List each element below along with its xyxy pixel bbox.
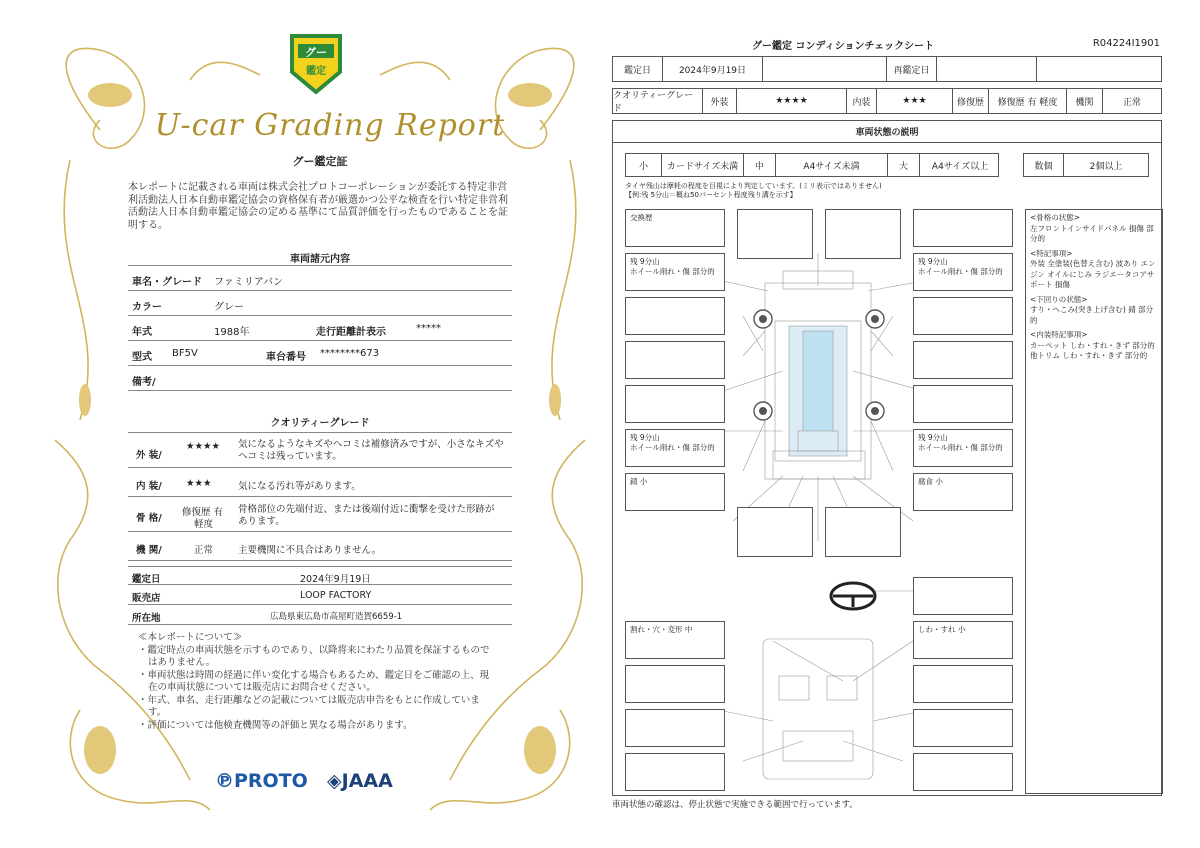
- panel-blank: [913, 753, 1013, 791]
- tire-remaining: 残 9分山: [918, 433, 948, 442]
- footer-label: 鑑定日: [132, 574, 161, 585]
- about-report: [138, 632, 498, 732]
- panel-blank: [625, 385, 725, 423]
- panel-tire-front-left: [625, 253, 725, 291]
- quality-stars: ★★★★: [186, 441, 221, 452]
- vehicle-state-section: [612, 120, 1162, 796]
- svg-text:グー: グー: [305, 46, 327, 59]
- spec-row-color: [128, 291, 512, 316]
- int-label: 内装: [847, 89, 877, 113]
- size-large-desc: A4サイズ以上: [931, 161, 989, 172]
- quality-title: クオリティーグレード: [270, 418, 370, 429]
- spec-label: 年式: [132, 327, 152, 338]
- panel-blank: [625, 753, 725, 791]
- spec-value: ********673: [320, 348, 380, 359]
- condition-notes: [1025, 209, 1163, 794]
- desc-title: 車両状態の説明: [613, 121, 1161, 143]
- date-value: 2024年9月19日: [663, 57, 763, 81]
- int-value: ★★★: [877, 89, 953, 113]
- note-underbody: [1030, 295, 1158, 327]
- proto-logo: ℗PROTO: [215, 770, 308, 792]
- note-body: すり・へこみ(突き上げ含む) 錆 部分的: [1030, 305, 1154, 325]
- count-desc: 2個以上: [1089, 161, 1123, 172]
- about-item: ・年式、車名、走行距離などの記載については販売店申告をもとに作成しています。: [138, 694, 480, 718]
- panel-blank: [825, 209, 901, 259]
- tire-remaining: 残 9分山: [630, 433, 660, 442]
- engine-value: 正常: [1122, 97, 1141, 108]
- condition-check-sheet: [612, 30, 1164, 815]
- wheel-damage: ホイール削れ・傷 部分的: [630, 267, 715, 276]
- spec-value: 1988年: [214, 327, 250, 338]
- tire-remaining: 残 9分山: [918, 257, 948, 266]
- proto-logo-text: PROTO: [234, 770, 308, 792]
- footer-label: 所在地: [132, 613, 161, 624]
- quality-comment: 主要機関に不具合はありません。: [238, 545, 382, 556]
- size-large: 大: [888, 154, 920, 176]
- panel-blank: [913, 665, 1013, 703]
- quality-value: 正常: [194, 545, 214, 556]
- jaaa-logo-text: JAAA: [341, 770, 393, 792]
- tire-example: 【例:残 5分山＝概ね50パーセント程度残り溝を示す】: [625, 191, 797, 199]
- about-item: ・鑑定時点の車両状態を示すものであり、以降将来にわたり品質を保証するものではありません。: [138, 644, 490, 668]
- panel-exchange: 交換歴: [625, 209, 725, 247]
- date-blank: [763, 57, 887, 81]
- spec-value: ファミリアバン: [214, 277, 283, 288]
- spec-label: カラー: [132, 302, 162, 313]
- sheet-code: R04224I1901: [1092, 38, 1160, 49]
- about-item: ・車両状態は時間の経過に伴い変化する場合もあるため、鑑定日をご確認の上、現在の車両状態については販売店にお問合せください。: [138, 669, 490, 693]
- quality-label: 骨 格/: [136, 513, 162, 524]
- repair-value: 修復歴 有 軽度: [989, 89, 1067, 113]
- wheel-damage: ホイール削れ・傷 部分的: [918, 267, 1003, 276]
- spec-table: [128, 265, 512, 391]
- size-small-desc: カードサイズ未満: [662, 154, 744, 176]
- footer-row-address: [128, 606, 512, 625]
- panel-blank: [737, 507, 813, 557]
- note-head: <特記事項>: [1030, 248, 1073, 258]
- panel-blank: [625, 297, 725, 335]
- panel-blank: [825, 507, 901, 557]
- panel-tire-rear-right: [913, 429, 1013, 467]
- panel-crack: 割れ・穴・変形 中: [625, 621, 725, 659]
- reappraisal-value: [937, 57, 1037, 81]
- note-body: 左フロントインサイドパネル 損傷 部分的: [1030, 223, 1154, 243]
- footer-value: 2024年9月19日: [300, 574, 371, 585]
- quality-value: 軽度: [194, 519, 214, 530]
- about-item: ・評価については他検査機関等の評価と異なる場合があります。: [138, 719, 413, 731]
- size-mid-desc: A4サイズ未満: [776, 154, 888, 176]
- ext-label: 外装: [703, 89, 737, 113]
- size-mid: 中: [744, 154, 776, 176]
- date-row: [612, 56, 1162, 82]
- count-label: 数個: [1024, 154, 1064, 176]
- repair-label: 修復歴: [953, 89, 989, 113]
- quality-stars: ★★★: [186, 478, 212, 489]
- engine-label: 機関: [1067, 89, 1103, 113]
- spec-label: 型式: [132, 352, 152, 363]
- panel-rust: 錆 小: [625, 473, 725, 511]
- quality-label: 内 装/: [136, 481, 162, 492]
- panel-tire-rear-left: [625, 429, 725, 467]
- quality-row-interior: [128, 469, 512, 497]
- tire-remaining: 残 9分山: [630, 257, 660, 266]
- spec-title: 車両諸元内容: [290, 254, 350, 265]
- report-title: U-car Grading Report: [154, 108, 506, 143]
- footer-label: 販売店: [132, 593, 161, 604]
- panel-blank: [913, 209, 1013, 247]
- spec-row-year: [128, 316, 512, 341]
- quality-row-exterior: [128, 432, 512, 468]
- sheet-footer: 車両状態の確認は、停止状態で実施できる範囲で行っています。: [612, 800, 858, 810]
- panel-blank: [625, 709, 725, 747]
- panel-blank: [913, 709, 1013, 747]
- reappraisal-label: 再鑑定日: [887, 57, 937, 81]
- wheel-damage: ホイール削れ・傷 部分的: [918, 443, 1003, 452]
- panel-blank: [913, 341, 1013, 379]
- panel-blank: [625, 665, 725, 703]
- grade-label: クオリティーグレード: [613, 89, 703, 113]
- quality-value: 修復歴 有: [182, 507, 224, 518]
- quality-comment: 骨格部位の先端付近、または後端付近に衝撃を受けた形跡があります。: [238, 504, 495, 527]
- goo-badge-icon: [288, 32, 344, 94]
- quality-label: 外 装/: [136, 450, 162, 461]
- panel-blank: [625, 341, 725, 379]
- svg-text:鑑定: 鑑定: [306, 66, 326, 77]
- note-head: <骨格の状態>: [1030, 213, 1081, 222]
- note-head: <内装特記事項>: [1030, 330, 1088, 339]
- wheel-damage: ホイール削れ・傷 部分的: [630, 443, 715, 452]
- cert-title: グー鑑定証: [292, 155, 348, 168]
- jaaa-logo: ◈JAAA: [327, 770, 393, 792]
- spec-label: 車名・グレード: [132, 277, 202, 288]
- spec-value: BF5V: [172, 348, 198, 359]
- size-small: 小: [626, 154, 662, 176]
- ext-value: ★★★★: [737, 89, 847, 113]
- footer-row-shop: [128, 586, 512, 605]
- date-label: 鑑定日: [613, 57, 663, 81]
- quality-row-engine: [128, 533, 512, 561]
- panel-blank: [913, 297, 1013, 335]
- panel-corrosion: 腐食 小: [913, 473, 1013, 511]
- footer-value: 広島県東広島市高屋町造賀6659-1: [270, 612, 403, 622]
- panel-blank: [737, 209, 813, 259]
- about-title: ≪本レポートについて≫: [138, 632, 243, 643]
- steering-wheel-icon: [831, 583, 875, 609]
- panel-blank: [913, 577, 1013, 615]
- spec-value: *****: [416, 323, 441, 334]
- spec-row-model: [128, 341, 512, 366]
- note-head: <下回りの状態>: [1030, 294, 1088, 304]
- sheet-title: グー鑑定 コンディションチェックシート: [752, 41, 935, 52]
- panel-wrinkle: しわ・すれ 小: [913, 621, 1013, 659]
- note-special: [1030, 249, 1158, 291]
- quality-comment: 気になる汚れ等があります。: [238, 481, 361, 492]
- spec-row-remarks: [128, 366, 512, 391]
- tire-note: タイヤ残山は摩耗の程度を目視により判定しています。(ミリ表示ではありません): [625, 182, 882, 190]
- note-interior: [1030, 330, 1158, 362]
- footer-row-date: [128, 566, 512, 585]
- grading-certificate: [40, 20, 600, 840]
- spec-label: 車台番号: [266, 352, 306, 363]
- note-body: カーペット しわ・すれ・きず 部分的 他トリム しわ・すれ・きず 部分的: [1030, 340, 1155, 360]
- spec-value: グレー: [214, 302, 244, 313]
- panel-blank: [913, 385, 1013, 423]
- footer-logos: [215, 768, 435, 798]
- spec-label: 走行距離計表示: [316, 327, 386, 338]
- quality-comment: 気になるようなキズやヘコミは補修済みですが、小さなキズやヘコミは残っています。: [238, 439, 504, 462]
- grade-row: [612, 88, 1162, 114]
- count-legend: [1023, 153, 1149, 177]
- quality-label: 機 関/: [136, 545, 162, 556]
- panel-tire-front-right: [913, 253, 1013, 291]
- spec-label: 備考/: [132, 377, 156, 388]
- cert-intro: 本レポートに記載される車両は株式会社プロトコーポレーションが委託する特定非営利活動法人日本自動車鑑定協会の資格保有者が厳選かつ公平な検査を行い特定非営利活動法人日本自動車鑑定協会の定める基準にて品質評価を行ったものであることを証明する。: [128, 182, 508, 231]
- note-body: 外装 全塗装(色替え含む) 波あり エンジン オイルにじみ ラジエータコアサポート 損傷: [1030, 259, 1156, 289]
- footer-value: LOOP FACTORY: [300, 590, 372, 601]
- spec-row-name: [128, 266, 512, 291]
- note-frame: [1030, 213, 1158, 245]
- quality-row-frame: [128, 498, 512, 532]
